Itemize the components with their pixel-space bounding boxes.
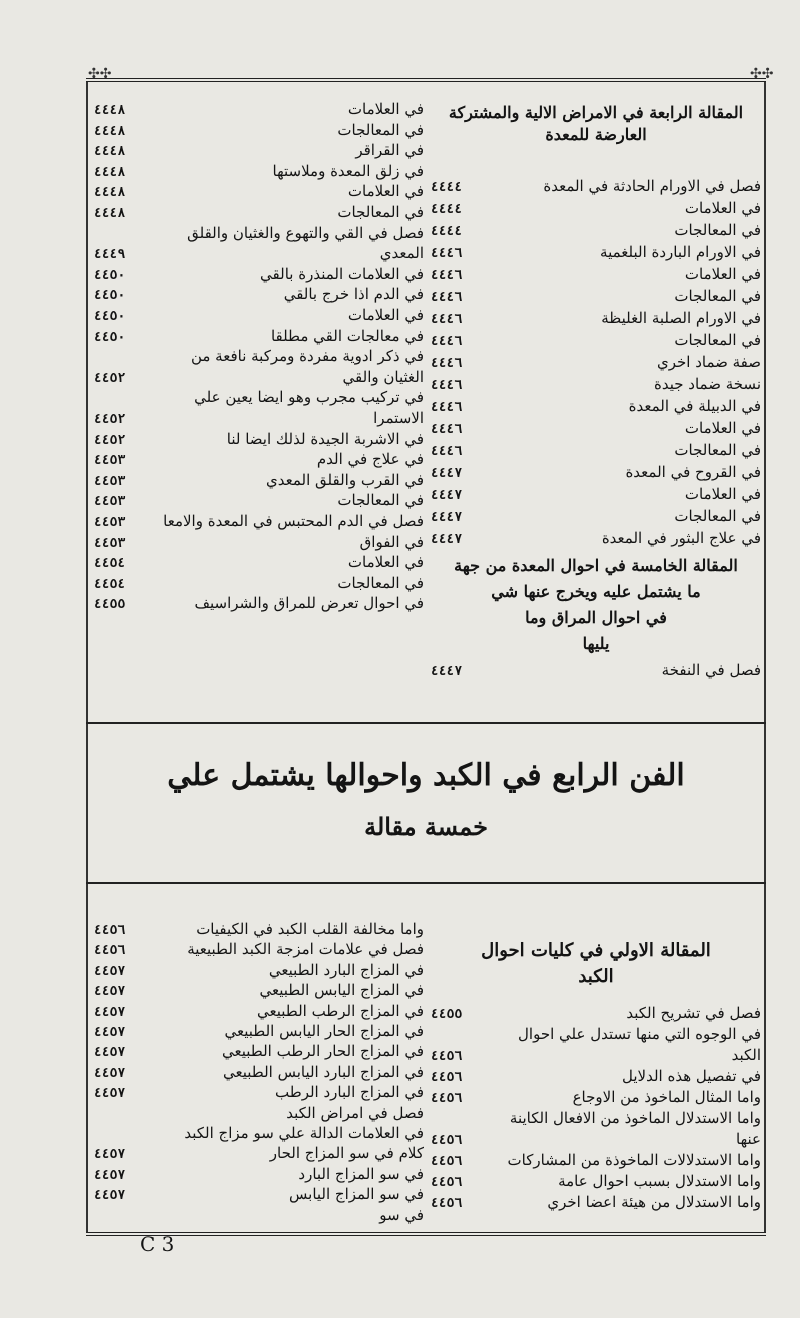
page-number: ٤٤٥٧ xyxy=(94,1167,126,1183)
index-entry xyxy=(94,430,424,450)
index-entry xyxy=(431,485,761,505)
index-entry xyxy=(94,961,424,981)
page-number: ٤٤٤٦ xyxy=(431,378,463,393)
index-entry xyxy=(94,594,424,614)
index-entry xyxy=(431,1025,761,1044)
index-entry xyxy=(94,1083,424,1103)
index-entry xyxy=(94,203,424,223)
entry-label: فصل في الدم المحتبس في المعدة والامعا xyxy=(163,512,424,530)
section-divider-bottom xyxy=(86,882,766,884)
entry-label: في الاشربة الجيدة لذلك ايضا لنا xyxy=(226,429,424,448)
entry-label: واما مخالفة القلب الكبد في الكيفيات xyxy=(196,920,424,938)
entry-label: المعدي xyxy=(379,244,424,263)
entry-label: عنها xyxy=(736,1130,761,1148)
page-number: ٤٤٥٠ xyxy=(94,309,126,324)
index-entry xyxy=(431,221,761,241)
page-number: ٤٤٥٧ xyxy=(94,963,126,979)
page-number: ٤٤٥٧ xyxy=(94,1065,126,1081)
entry-label: في سو xyxy=(379,1205,424,1224)
page-number: ٤٤٤٦ xyxy=(431,444,463,459)
index-entry xyxy=(94,1185,424,1205)
page-number: ٤٤٥٥ xyxy=(431,1007,463,1022)
left-border-rule xyxy=(86,82,88,1232)
index-entry xyxy=(431,1130,761,1150)
entry-label: في ذكر ادوية مفردة ومركبة نافعة من xyxy=(190,347,424,366)
page-number: ٤٤٥٧ xyxy=(94,984,126,1000)
page-number: ٤٤٤٦ xyxy=(431,422,463,437)
page-number: ٤٤٤٧ xyxy=(431,488,463,503)
entry-label: في العلامات xyxy=(347,182,424,201)
entry-label: في علاج البثور في المعدة xyxy=(601,529,761,547)
page-number: ٤٤٥٥ xyxy=(94,597,126,613)
index-entry xyxy=(94,347,424,366)
section-heading: المقالة الاولي في كليات احوال xyxy=(481,940,711,961)
page-number: ٤٤٤٦ xyxy=(431,400,463,415)
index-entry xyxy=(431,1067,761,1087)
index-entry xyxy=(431,1151,761,1171)
page-number: ٤٤٥٦ xyxy=(431,1049,463,1064)
entry-label: في العلامات المنذرة بالقي xyxy=(260,264,424,283)
index-entry xyxy=(94,224,424,243)
ornament-icon: ✣✣ xyxy=(750,66,774,82)
page-number: ٤٤٤٦ xyxy=(431,356,463,371)
signature-mark: C 3 xyxy=(140,1232,175,1256)
entry-label: في المعالجات xyxy=(674,287,761,305)
entry-label: في علاج في الدم xyxy=(316,450,424,469)
entry-label: في سو المزاج اليابس xyxy=(289,1185,424,1204)
entry-label: في العلامات xyxy=(684,199,761,217)
entry-label: فصل في القي والتهوع والغثيان والقلق xyxy=(187,223,424,242)
entry-label: في العلامات xyxy=(684,419,761,437)
index-entry xyxy=(94,265,424,285)
index-entry xyxy=(431,397,761,417)
index-entry xyxy=(94,981,424,1001)
entry-label: فصل في الاورام الحادثة في المعدة xyxy=(543,177,761,195)
page-number: ٤٤٥٢ xyxy=(94,432,126,448)
page-number: ٤٤٥٤ xyxy=(94,556,126,572)
entry-label: الكبد xyxy=(731,1046,761,1064)
index-entry xyxy=(431,375,761,395)
index-entry xyxy=(431,1193,761,1213)
page-number: ٤٤٤٧ xyxy=(431,510,463,525)
index-entry xyxy=(431,1046,761,1066)
entry-label: في المزاج الرطب الطبيعي xyxy=(256,1001,424,1020)
part-title: الفن الرابع في الكبد واحوالها يشتمل علي xyxy=(167,758,685,793)
index-entry xyxy=(431,441,761,461)
page-number: ٤٤٥٧ xyxy=(94,1086,126,1102)
index-entry xyxy=(94,409,424,429)
entry-label: في المعالجات xyxy=(337,491,424,510)
page-number: ٤٤٥٣ xyxy=(94,515,126,530)
index-entry xyxy=(94,553,424,573)
entry-label: في العلامات xyxy=(684,265,761,283)
page-number: ٤٤٤٦ xyxy=(431,268,463,283)
page-number: ٤٤٥٣ xyxy=(94,473,126,489)
page-number: ٤٤٤٧ xyxy=(431,664,463,679)
entry-label: في زلق المعدة وملاستها xyxy=(272,161,424,180)
page-number: ٤٤٤٨ xyxy=(94,206,126,221)
index-entry xyxy=(94,1165,424,1185)
index-entry xyxy=(94,100,424,120)
entry-label: في تفصيل هذه الدلايل xyxy=(622,1067,761,1085)
page-number: ٤٤٥٠ xyxy=(94,288,126,304)
entry-label: في معالجات القي مطلقا xyxy=(270,326,424,345)
page-number: ٤٤٤٤ xyxy=(431,202,463,217)
entry-label: في العلامات xyxy=(684,485,761,503)
page-number: ٤٤٥٦ xyxy=(431,1196,463,1211)
entry-label: في المزاج الحار الرطب الطبيعي xyxy=(221,1042,424,1061)
index-entry xyxy=(94,1002,424,1022)
page-number: ٤٤٥٧ xyxy=(94,1045,126,1061)
page-number: ٤٤٥٣ xyxy=(94,535,126,551)
entry-label: واما المثال الماخوذ من الاوجاع xyxy=(572,1088,761,1106)
index-entry xyxy=(431,529,761,549)
index-entry xyxy=(94,533,424,553)
entry-label: فصل في علامات امزجة الكبد الطبيعية xyxy=(187,940,424,959)
entry-label: في المزاج البارد الطبيعي xyxy=(268,960,424,979)
page-number: ٤٤٤٨ xyxy=(94,185,126,201)
index-entry xyxy=(94,162,424,182)
index-entry xyxy=(94,1206,424,1225)
index-entry xyxy=(431,287,761,307)
index-entry xyxy=(94,491,424,511)
index-entry xyxy=(94,285,424,305)
page-number: ٤٤٥٦ xyxy=(431,1154,463,1169)
section-heading: في احوال المراق وما xyxy=(525,608,667,627)
entry-label: واما الاستدلالات الماخوذة من المشاركات xyxy=(507,1151,761,1169)
page-number: ٤٤٤٧ xyxy=(431,532,463,547)
entry-label: في القراقر xyxy=(355,141,424,160)
page-number: ٤٤٥٢ xyxy=(94,370,126,386)
page-number: ٤٤٤٩ xyxy=(94,247,126,263)
page-number: ٤٤٤٧ xyxy=(431,466,463,481)
right-border-rule xyxy=(764,82,766,1232)
page-number: ٤٤٤٦ xyxy=(431,246,463,261)
page-number: ٤٤٥٦ xyxy=(431,1070,463,1085)
page-number: ٤٤٥٦ xyxy=(431,1091,463,1106)
entry-label: فصل في امراض الكبد xyxy=(286,1103,424,1122)
section-divider-top xyxy=(86,722,766,724)
entry-label: في الدبيلة في المعدة xyxy=(628,397,761,415)
page-number: ٤٤٥٦ xyxy=(431,1175,463,1190)
index-entry xyxy=(94,388,424,407)
index-entry xyxy=(431,507,761,527)
entry-label: في المزاج الحار اليابس الطبيعي xyxy=(224,1022,424,1040)
index-entry xyxy=(94,1022,424,1042)
part-subtitle: خمسة مقالة xyxy=(364,812,488,841)
index-entry xyxy=(94,471,424,491)
page-number: ٤٤٤٦ xyxy=(431,290,463,305)
index-entry xyxy=(94,920,424,940)
page-number: ٤٤٤٤ xyxy=(431,224,463,239)
section-heading: يليها xyxy=(582,634,610,653)
index-entry xyxy=(431,1172,761,1192)
index-entry xyxy=(431,243,761,263)
index-entry xyxy=(431,1109,761,1128)
entry-label: واما الاستدلال بسبب احوال عامة xyxy=(558,1172,761,1190)
index-entry xyxy=(94,141,424,161)
page-number: ٤٤٥٣ xyxy=(94,453,126,469)
entry-label: في المزاج اليابس الطبيعي xyxy=(259,981,424,1000)
section-heading: المقالة الخامسة في احوال المعدة من جهة xyxy=(454,556,738,575)
page-number: ٤٤٤٨ xyxy=(94,123,126,139)
entry-label: الاستمرا xyxy=(373,409,424,427)
entry-label: في العلامات xyxy=(347,100,424,118)
index-entry xyxy=(94,1144,424,1164)
entry-label: فصل في النفخة xyxy=(661,661,761,679)
index-entry xyxy=(94,574,424,594)
entry-label: في العلامات xyxy=(347,553,424,572)
page-number: ٤٤٥٠ xyxy=(94,267,126,283)
index-entry xyxy=(94,450,424,470)
entry-label: نسخة ضماد جيدة xyxy=(653,375,761,393)
page-number: ٤٤٥٧ xyxy=(94,1025,126,1040)
entry-label: في القرب والقلق المعدي xyxy=(265,470,424,489)
index-entry xyxy=(94,244,424,264)
index-entry xyxy=(431,331,761,351)
page-number: ٤٤٤٨ xyxy=(94,144,126,160)
index-entry xyxy=(431,1088,761,1108)
index-entry xyxy=(94,512,424,532)
entry-label: في المعالجات xyxy=(337,203,424,221)
index-entry xyxy=(94,182,424,202)
entry-label: في المعالجات xyxy=(674,507,761,525)
index-page xyxy=(86,78,766,1236)
page-number: ٤٤٤٦ xyxy=(431,334,463,349)
index-entry xyxy=(431,661,761,681)
index-entry xyxy=(431,265,761,285)
index-entry xyxy=(94,1042,424,1062)
index-entry xyxy=(431,419,761,439)
index-entry xyxy=(94,1063,424,1083)
entry-label: الغثيان والقي xyxy=(342,367,424,386)
entry-label: صفة ضماد اخري xyxy=(656,353,761,371)
entry-label: في الوجوه التي منها تستدل علي احوال xyxy=(518,1025,761,1043)
entry-label: في الدم اذا خرج بالقي xyxy=(283,285,424,304)
entry-label: واما الاستدلال الماخوذ من الافعال الكاينة xyxy=(509,1109,761,1127)
page-number: ٤٤٥٧ xyxy=(94,1147,126,1163)
entry-label: في الاورام الباردة البلغمية xyxy=(600,243,761,261)
entry-label: كلام في سو المزاج الحار xyxy=(269,1144,424,1163)
index-entry xyxy=(94,327,424,347)
entry-label: فصل في تشريح الكبد xyxy=(626,1004,761,1022)
entry-label: في سو المزاج البارد xyxy=(298,1164,424,1183)
index-entry xyxy=(94,121,424,141)
index-entry xyxy=(94,940,424,960)
index-entry xyxy=(431,353,761,373)
page-number: ٤٤٤٨ xyxy=(94,164,126,180)
entry-label: في المزاج البارد اليابس الطبيعي xyxy=(222,1062,424,1081)
page-number: ٤٤٥٦ xyxy=(94,923,126,938)
page-number: ٤٤٥٧ xyxy=(94,1004,126,1020)
entry-label: في العلامات xyxy=(347,306,424,324)
page-number: ٤٤٥٢ xyxy=(94,412,126,427)
section-heading: ما يشتمل عليه ويخرج عنها شي xyxy=(491,582,701,601)
entry-label: واما الاستدلال من هيئة اعضا اخري xyxy=(547,1193,761,1211)
page-number: ٤٤٤٤ xyxy=(431,180,463,195)
entry-label: في المعالجات xyxy=(674,441,761,459)
index-entry xyxy=(431,309,761,329)
entry-label: في الاورام الصلبة الغليظة xyxy=(601,309,761,327)
entry-label: في المعالجات xyxy=(337,120,424,139)
entry-label: في الفواق xyxy=(359,532,424,551)
page-number: ٤٤٥٤ xyxy=(94,576,126,592)
entry-label: في المعالجات xyxy=(674,221,761,239)
index-entry xyxy=(94,368,424,388)
entry-label: في المزاج البارد الرطب xyxy=(275,1083,424,1102)
index-entry xyxy=(431,1004,761,1024)
entry-label: في احوال تعرض للمراق والشراسيف xyxy=(194,594,424,613)
page-number: ٤٤٥٧ xyxy=(94,1188,126,1204)
index-entry xyxy=(94,1124,424,1143)
entry-label: في العلامات الدالة علي سو مزاج الكبد xyxy=(184,1124,424,1142)
page-number: ٤٤٤٦ xyxy=(431,312,463,327)
section-heading: الكبد xyxy=(578,966,614,987)
page-number: ٤٤٤٨ xyxy=(94,103,126,118)
page-number: ٤٤٥٣ xyxy=(94,494,126,510)
index-entry xyxy=(431,199,761,219)
entry-label: في المعالجات xyxy=(674,331,761,349)
page-number: ٤٤٥٠ xyxy=(94,329,126,345)
index-entry xyxy=(94,1104,424,1123)
section-heading: المقالة الرابعة في الامراض الالية والمشتركة العارضة للمعدة xyxy=(448,103,744,144)
index-entry xyxy=(431,177,761,197)
entry-label: في تركيب مجرب وهو ايضا يعين علي xyxy=(194,388,424,407)
page-number: ٤٤٥٦ xyxy=(94,943,126,959)
index-entry xyxy=(94,306,424,326)
index-entry xyxy=(431,463,761,483)
entry-label: في القروح في المعدة xyxy=(625,463,761,481)
page-number: ٤٤٥٦ xyxy=(431,1133,463,1148)
entry-label: في المعالجات xyxy=(337,573,424,592)
ornament-icon: ✣✣ xyxy=(88,66,112,82)
